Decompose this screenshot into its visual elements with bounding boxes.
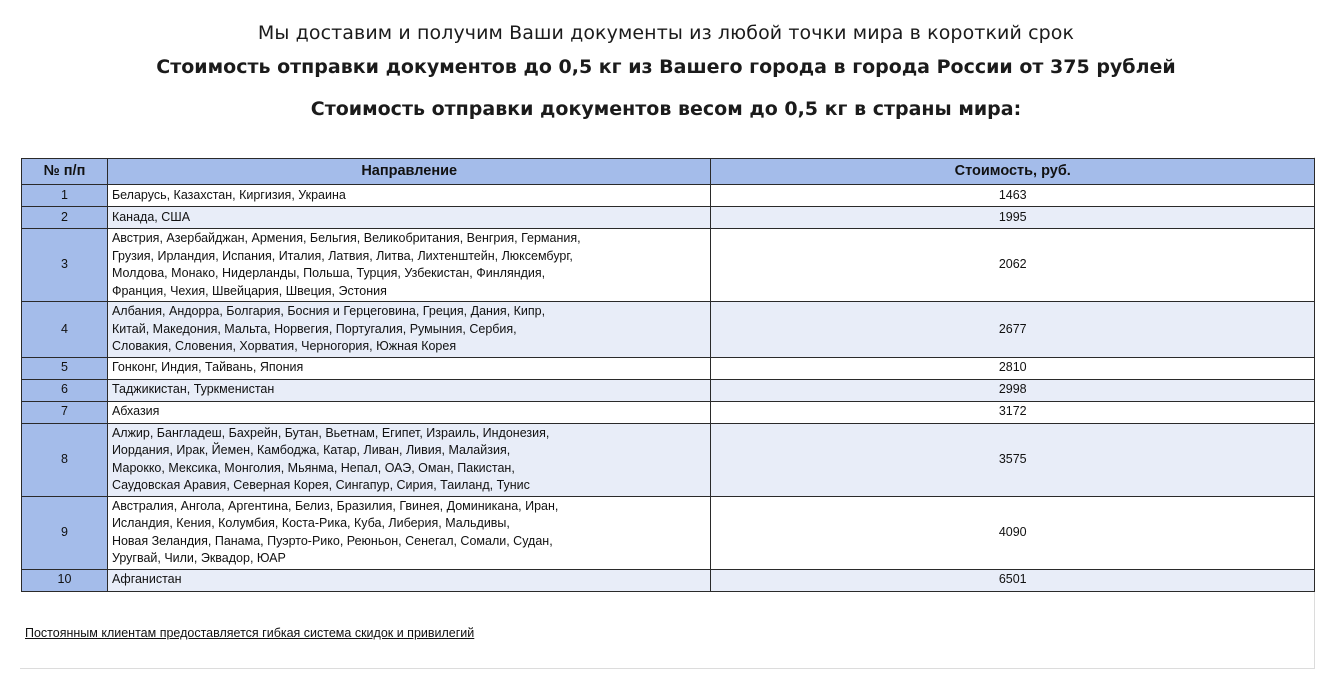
destination-line: Исландия, Кения, Колумбия, Коста-Рика, Куба, Либерия, Мальдивы, xyxy=(111,516,510,530)
destination-line: Саудовская Аравия, Северная Корея, Сингапур, Сирия, Таиланд, Тунис xyxy=(111,478,530,492)
loyalty-discounts-link[interactable]: Постоянным клиентам предоставляется гибкая система скидок и привилегий xyxy=(25,626,475,640)
destination-line: Гонконг, Индия, Тайвань, Япония xyxy=(111,360,304,375)
destination-line: Грузия, Ирландия, Испания, Италия, Латвия, Литва, Лихтенштейн, Люксембург, xyxy=(111,248,573,263)
price-table xyxy=(21,158,1315,592)
table-row xyxy=(22,207,1315,229)
cost-cell: 2062 xyxy=(711,229,1315,302)
cost-cell: 6501 xyxy=(711,569,1315,591)
destination-cell xyxy=(107,207,711,229)
row-number-cell: 8 xyxy=(22,423,108,496)
row-number-cell: 5 xyxy=(22,357,108,379)
table-row xyxy=(22,423,1315,496)
column-header-direction: Направление xyxy=(107,159,711,185)
column-header-number: № п/п xyxy=(22,159,108,185)
cost-cell: 2677 xyxy=(711,302,1315,358)
destination-line: Абхазия xyxy=(111,404,160,419)
destination-line: Албания, Андорра, Болгария, Босния и Герцеговина, Греция, Дания, Кипр, xyxy=(111,304,546,318)
destination-cell xyxy=(107,229,711,302)
destination-line: Молдова, Монако, Нидерланды, Польша, Турция, Узбекистан, Финляндия, xyxy=(111,266,546,280)
destination-line: Новая Зеландия, Панама, Пуэрто-Рико, Реюньон, Сенегал, Сомали, Судан, xyxy=(111,533,553,548)
column-header-cost: Стоимость, руб. xyxy=(711,159,1315,185)
destination-line: Австрия, Азербайджан, Армения, Бельгия, Великобритания, Венгрия, Германия, xyxy=(111,231,581,245)
destination-line: Беларусь, Казахстан, Киргизия, Украина xyxy=(111,187,346,202)
table-row xyxy=(22,185,1315,207)
destination-line: Алжир, Бангладеш, Бахрейн, Бутан, Вьетнам, Египет, Израиль, Индонезия, xyxy=(111,425,550,440)
table-row xyxy=(22,302,1315,358)
domestic-price-heading: Стоимость отправки документов до 0,5 кг из Вашего города в города России от 375 рублей xyxy=(156,56,1176,78)
table-row xyxy=(22,379,1315,401)
table-header-row xyxy=(22,159,1315,185)
table-row xyxy=(22,569,1315,591)
cost-cell: 2810 xyxy=(711,357,1315,379)
destination-line: Китай, Македония, Мальта, Норвегия, Португалия, Румыния, Сербия, xyxy=(111,321,517,336)
table-row xyxy=(22,229,1315,302)
destination-line: Канада, США xyxy=(111,209,191,224)
international-price-heading: Стоимость отправки документов весом до 0,5 кг в страны мира: xyxy=(310,98,1022,120)
destination-cell xyxy=(107,185,711,207)
row-number-cell: 3 xyxy=(22,229,108,302)
destination-cell xyxy=(107,302,711,358)
destination-line: Иордания, Ирак, Йемен, Камбоджа, Катар, Ливан, Ливия, Малайзия, xyxy=(111,443,511,457)
row-number-cell: 4 xyxy=(22,302,108,358)
table-body xyxy=(22,185,1315,592)
table-row xyxy=(22,357,1315,379)
destination-line: Афганистан xyxy=(111,572,182,587)
row-number-cell: 6 xyxy=(22,379,108,401)
destination-cell xyxy=(107,357,711,379)
destination-line: Марокко, Мексика, Монголия, Мьянма, Непал, ОАЭ, Оман, Пакистан, xyxy=(111,460,515,475)
row-number-cell: 1 xyxy=(22,185,108,207)
row-number-cell: 2 xyxy=(22,207,108,229)
cost-cell: 1995 xyxy=(711,207,1315,229)
destination-cell xyxy=(107,496,711,569)
destination-line: Словакия, Словения, Хорватия, Черногория, Южная Корея xyxy=(111,339,457,353)
page-subtitle: Мы доставим и получим Ваши документы из любой точки мира в короткий срок xyxy=(257,22,1075,44)
table-row xyxy=(22,401,1315,423)
destination-cell xyxy=(107,379,711,401)
destination-line: Таджикистан, Туркменистан xyxy=(111,382,275,397)
row-number-cell: 9 xyxy=(22,496,108,569)
row-number-cell: 10 xyxy=(22,569,108,591)
destination-line: Франция, Чехия, Швейцария, Швеция, Эстония xyxy=(111,283,387,298)
cost-cell: 3575 xyxy=(711,423,1315,496)
cost-cell: 1463 xyxy=(711,185,1315,207)
destination-cell xyxy=(107,423,711,496)
row-number-cell: 7 xyxy=(22,401,108,423)
table-row xyxy=(22,496,1315,569)
destination-line: Австралия, Ангола, Аргентина, Белиз, Бразилия, Гвинея, Доминикана, Иран, xyxy=(111,498,559,513)
destination-cell xyxy=(107,401,711,423)
cost-cell: 3172 xyxy=(711,401,1315,423)
destination-line: Уругвай, Чили, Эквадор, ЮАР xyxy=(111,551,286,565)
cost-cell: 2998 xyxy=(711,379,1315,401)
cost-cell: 4090 xyxy=(711,496,1315,569)
destination-cell xyxy=(107,569,711,591)
